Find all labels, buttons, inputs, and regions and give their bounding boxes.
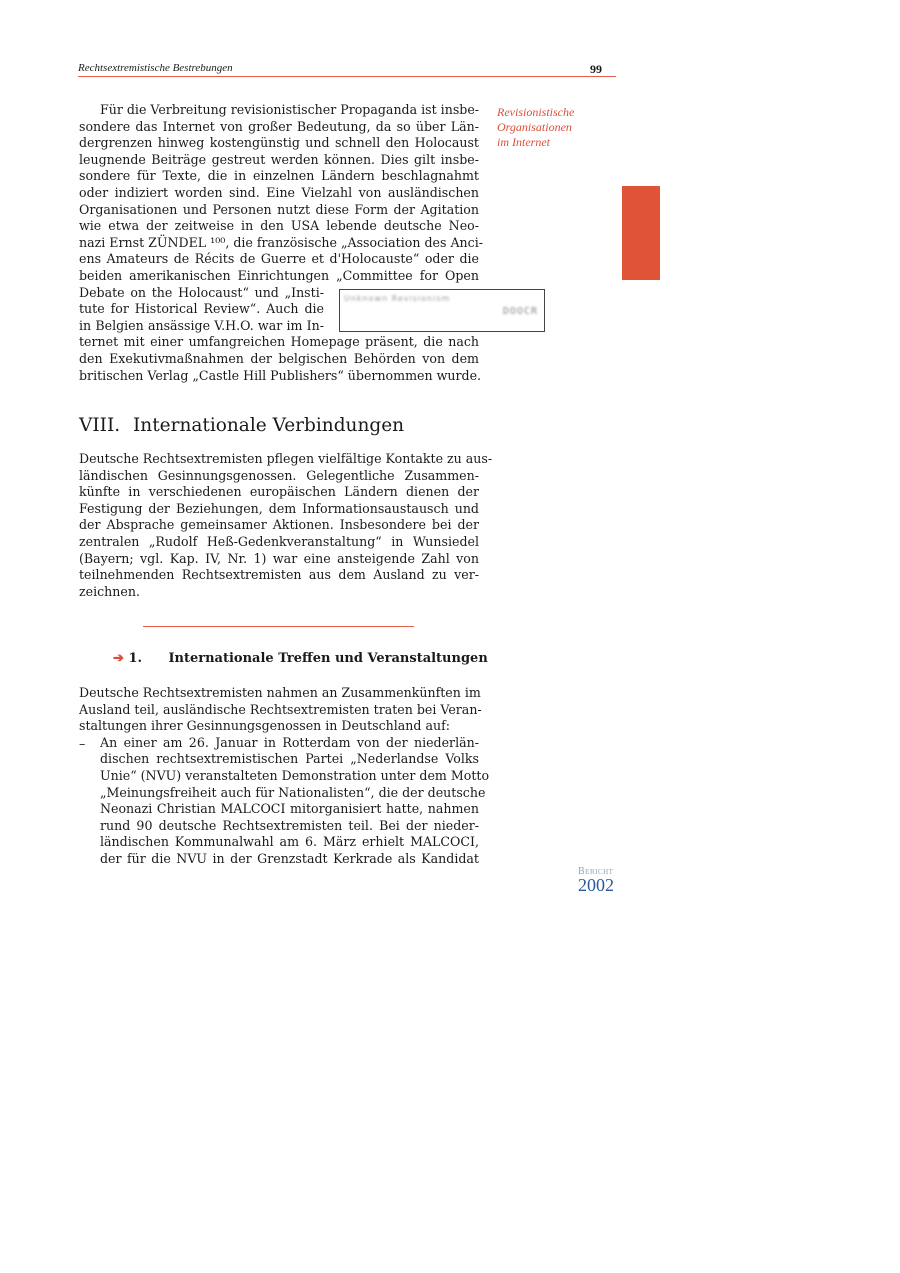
text-line: Organisationen und Personen nutzt diese Form der Agitation (79, 201, 479, 217)
text-line: tute for Historical Review“. Auch die (79, 301, 324, 317)
text-line: „Meinungsfreiheit auch für Nationalisten“, die der deutsche (100, 784, 486, 800)
text-line: rund 90 deutsche Rechtsextremisten teil. Bei der nieder- (100, 817, 479, 833)
screenshot-text: Unknown Revisionism (344, 294, 451, 303)
running-header-title: Rechtsextremistische Bestrebungen (78, 62, 233, 74)
text-line: ländischen Kommunalwahl am 6. März erhielt MALCOCI, (100, 834, 479, 850)
text-line: oder indiziert worden sind. Eine Vielzahl von ausländischen (79, 184, 479, 200)
text-line: leugnende Beiträge gestreut werden können. Dies gilt insbe- (79, 151, 479, 167)
paragraph-2 (79, 451, 493, 600)
paragraph-1-tail (79, 334, 482, 384)
text-line: zentralen „Rudolf Heß-Gedenkveranstaltung“ in Wunsiedel (79, 533, 479, 549)
bullet-dash: – (79, 736, 86, 751)
screenshot-text: DOOCR (502, 306, 538, 317)
text-line: Ausland teil, ausländische Rechtsextremisten traten bei Veran- (79, 701, 482, 717)
section-heading (79, 415, 404, 436)
text-line: Debate on the Holocaust“ und „Insti- (79, 284, 324, 300)
bullet-item (100, 734, 490, 868)
text-line: Deutsche Rechtsextremisten pflegen vielfältige Kontakte zu aus- (79, 451, 493, 466)
text-line: ens Amateurs de Récits de Guerre et d'Holocauste“ oder die (79, 251, 479, 267)
margin-note (497, 105, 607, 150)
margin-note-line: Organisationen (497, 120, 572, 134)
logo-word: Bericht (578, 866, 614, 877)
subsection-heading (113, 651, 488, 666)
section-number: VIII. (79, 415, 121, 436)
text-line: staltungen ihrer Gesinnungsgenossen in Deutschland auf: (79, 718, 451, 734)
text-line: An einer am 26. Januar in Rotterdam von der niederlän- (100, 734, 479, 750)
page-number: 99 (590, 62, 602, 76)
section-divider (143, 626, 414, 627)
text-line: ländischen Gesinnungsgenossen. Gelegentliche Zusammen- (79, 467, 479, 483)
text-line: beiden amerikanischen Einrichtungen „Committee for Open (79, 267, 479, 283)
subsection-title: Internationale Treffen und Veranstaltungen (168, 651, 488, 666)
text-line: teilnehmenden Rechtsextremisten aus dem Ausland zu ver- (79, 567, 479, 583)
paragraph-1 (79, 102, 483, 285)
margin-note-line: Revisionistische (497, 105, 575, 119)
text-line: Festigung der Beziehungen, dem Informationsaustausch und (79, 500, 479, 516)
text-line: Unie“ (NVU) veranstalteten Demonstration unter dem Motto (100, 767, 490, 783)
text-line: zeichnen. (79, 583, 140, 599)
text-line: nazi Ernst ZÜNDEL ¹⁰⁰, die französische „Association des Anci- (79, 234, 483, 250)
text-line: den Exekutivmaßnahmen der belgischen Behörden von dem (79, 350, 479, 366)
logo-year: 2002 (578, 875, 614, 895)
arrow-icon: ➔ (113, 651, 124, 666)
margin-note-line: im Internet (497, 135, 550, 149)
text-line: Neonazi Christian MALCOCI mitorganisiert hatte, nahmen (100, 801, 479, 817)
text-line: dischen rechtsextremistischen Partei „Nederlandse Volks (100, 751, 479, 767)
red-chapter-tab (622, 186, 660, 280)
text-line: (Bayern; vgl. Kap. IV, Nr. 1) war eine ansteigende Zahl von (79, 550, 479, 566)
subsection-number: 1. (128, 651, 143, 666)
text-line: künfte in verschiedenen europäischen Ländern dienen der (79, 484, 479, 500)
report-logo (578, 866, 614, 893)
text-line: wie etwa der zeitweise in den USA lebende deutsche Neo- (79, 218, 479, 234)
text-line: sondere für Texte, die in einzelnen Ländern beschlagnahmt (79, 168, 479, 184)
text-line: der Absprache gemeinsamer Aktionen. Insbesondere bei der (79, 517, 479, 533)
text-line: britischen Verlag „Castle Hill Publishers“ übernommen wurde. (79, 367, 482, 383)
section-title: Internationale Verbindungen (133, 415, 405, 436)
text-line: in Belgien ansässige V.H.O. war im In- (79, 317, 324, 333)
text-line: ternet mit einer umfangreichen Homepage präsent, die nach (79, 334, 479, 350)
text-line: der für die NVU in der Grenzstadt Kerkrade als Kandidat (100, 850, 479, 866)
text-line: dergrenzen hinweg kostengünstig und schnell den Holocaust (79, 135, 479, 151)
text-line: sondere das Internet von großer Bedeutung, da so über Län- (79, 118, 479, 134)
header-rule (78, 76, 616, 77)
text-line: Für die Verbreitung revisionistischer Propaganda ist insbe- (100, 102, 480, 117)
website-screenshot-image (339, 289, 545, 332)
paragraph-3 (79, 685, 482, 735)
text-line: Deutsche Rechtsextremisten nahmen an Zusammenkünften im (79, 685, 481, 700)
paragraph-1-wrap (79, 285, 324, 335)
